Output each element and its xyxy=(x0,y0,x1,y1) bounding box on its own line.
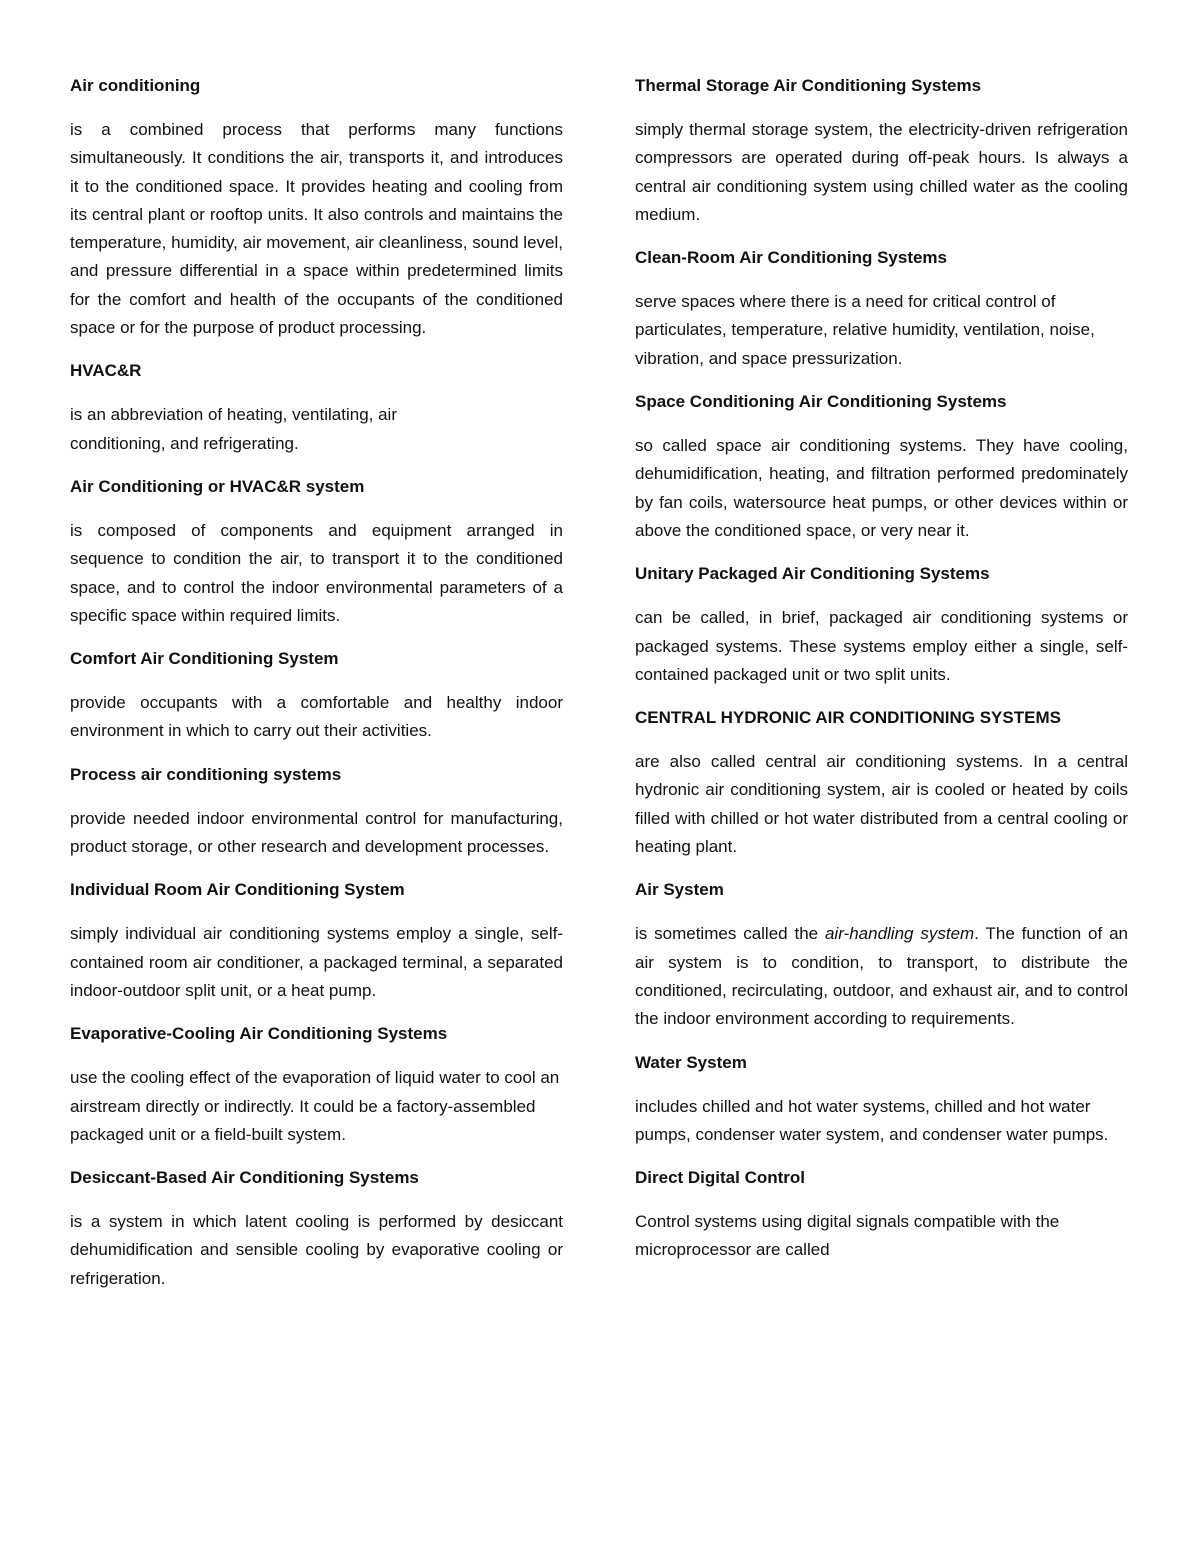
term-heading: Desiccant-Based Air Conditioning Systems xyxy=(70,1168,419,1188)
term-heading: Air conditioning xyxy=(70,76,201,95)
term-definition: Control systems using digital signals compatible with the microprocessor are called xyxy=(635,1212,1060,1260)
entry-thermal-storage xyxy=(635,72,1128,229)
entry-water-system xyxy=(635,1049,1128,1150)
entry-air-system xyxy=(635,876,1128,1033)
term-heading: CENTRAL HYDRONIC AIR CONDITIONING SYSTEMS xyxy=(635,708,1061,728)
term-heading: HVAC&R xyxy=(70,361,142,381)
term-heading: Clean-Room Air Conditioning Systems xyxy=(635,248,948,268)
term-heading: Air Conditioning or HVAC&R system xyxy=(70,476,365,496)
term-definition: includes chilled and hot water systems, chilled and hot water pumps, condenser water system, and condenser water pumps. xyxy=(635,1096,1109,1144)
term-heading: Evaporative-Cooling Air Conditioning Systems xyxy=(70,1024,448,1044)
entry-air-conditioning xyxy=(70,72,563,342)
term-definition: is a combined process that performs many functions simultaneously. It conditions the air, transports it, and introduces it to the conditioned space. It provides heating and cooling from its central plant or rooftop units. It also controls and maintains the temperature, humidity, air movement, air cleanliness, sound level, and pressure differential in a space within predetermined limits for the comfort and health of the occupants of the conditioned space or for the purpose of product processing. xyxy=(70,120,563,338)
entry-central-hydronic xyxy=(635,704,1128,861)
entry-hvacr xyxy=(70,357,563,458)
definition-text-end: . The function of an air system is to condition, to transport, to distribute the conditioned, recirculating, outdoor, and exhaust air, and to control the indoor environment according to requirements. xyxy=(635,924,1128,1029)
entry-individual-room-ac xyxy=(70,876,563,1005)
term-heading: Water System xyxy=(635,1052,747,1072)
term-heading: Air System xyxy=(635,880,724,900)
term-heading: Individual Room Air Conditioning System xyxy=(70,880,405,900)
entry-hvacr-system xyxy=(70,473,563,630)
term-definition xyxy=(635,920,1128,1033)
entry-unitary-packaged xyxy=(635,560,1128,689)
term-heading: Space Conditioning Air Conditioning Systems xyxy=(635,392,1007,412)
left-column xyxy=(70,72,563,1308)
term-definition: simply thermal storage system, the electricity-driven refrigeration compressors are operated during off-peak hours. Is always a central air conditioning system using chilled water as the cooling medium. xyxy=(635,120,1128,224)
entry-desiccant-based xyxy=(70,1164,563,1293)
term-definition: is an abbreviation of heating, ventilating, air conditioning, and refrigerating. xyxy=(70,405,397,453)
term-heading: Process air conditioning systems xyxy=(70,764,342,784)
term-definition: serve spaces where there is a need for critical control of particulates, temperature, relative humidity, ventilation, noise, vibration, and space pressurization. xyxy=(635,292,1095,368)
definition-italic-term: air-handling system xyxy=(824,924,975,944)
term-definition: can be called, in brief, packaged air conditioning systems or packaged systems. These systems employ either a single, self-contained packaged unit or two split units. xyxy=(635,608,1128,684)
entry-space-conditioning xyxy=(635,388,1128,545)
entry-process-ac xyxy=(70,761,563,862)
term-heading: Thermal Storage Air Conditioning Systems xyxy=(635,76,982,95)
term-definition: are also called central air conditioning systems. In a central hydronic air conditioning system, air is cooled or heated by coils filled with chilled or hot water distributed from a central cooling or heating plant. xyxy=(635,752,1128,857)
right-column xyxy=(635,72,1128,1280)
term-definition: provide needed indoor environmental control for manufacturing, product storage, or other research and development processes. xyxy=(70,808,563,857)
term-definition: use the cooling effect of the evaporation of liquid water to cool an airstream directly or indirectly. It could be a factory-assembled packaged unit or a field-built system. xyxy=(70,1068,560,1144)
entry-comfort-ac xyxy=(70,645,563,746)
entry-evaporative-cooling xyxy=(70,1020,563,1149)
term-definition: so called space air conditioning systems. They have cooling, dehumidification, heating, and filtration performed predominately by fan coils, watersource heat pumps, or other devices within or above the conditioned space, or very near it. xyxy=(635,436,1128,540)
term-definition: provide occupants with a comfortable and healthy indoor environment in which to carry out their activities. xyxy=(70,693,563,741)
term-definition: simply individual air conditioning systems employ a single, self-contained room air conditioner, a packaged terminal, a separated indoor-outdoor split unit, or a heat pump. xyxy=(70,924,563,1000)
term-definition: is composed of components and equipment arranged in sequence to condition the air, to transport it to the conditioned space, and to control the indoor environmental parameters of a specific space within required limits. xyxy=(70,520,563,625)
term-heading: Comfort Air Conditioning System xyxy=(70,649,339,669)
entry-direct-digital-control xyxy=(635,1164,1128,1265)
entry-clean-room xyxy=(635,244,1128,373)
term-heading: Direct Digital Control xyxy=(635,1168,806,1188)
term-heading: Unitary Packaged Air Conditioning Systems xyxy=(635,564,990,584)
definition-text-start: is sometimes called the xyxy=(635,924,825,944)
term-definition: is a system in which latent cooling is performed by desiccant dehumidification and sensible cooling by evaporative cooling or refrigeration. xyxy=(70,1212,563,1288)
